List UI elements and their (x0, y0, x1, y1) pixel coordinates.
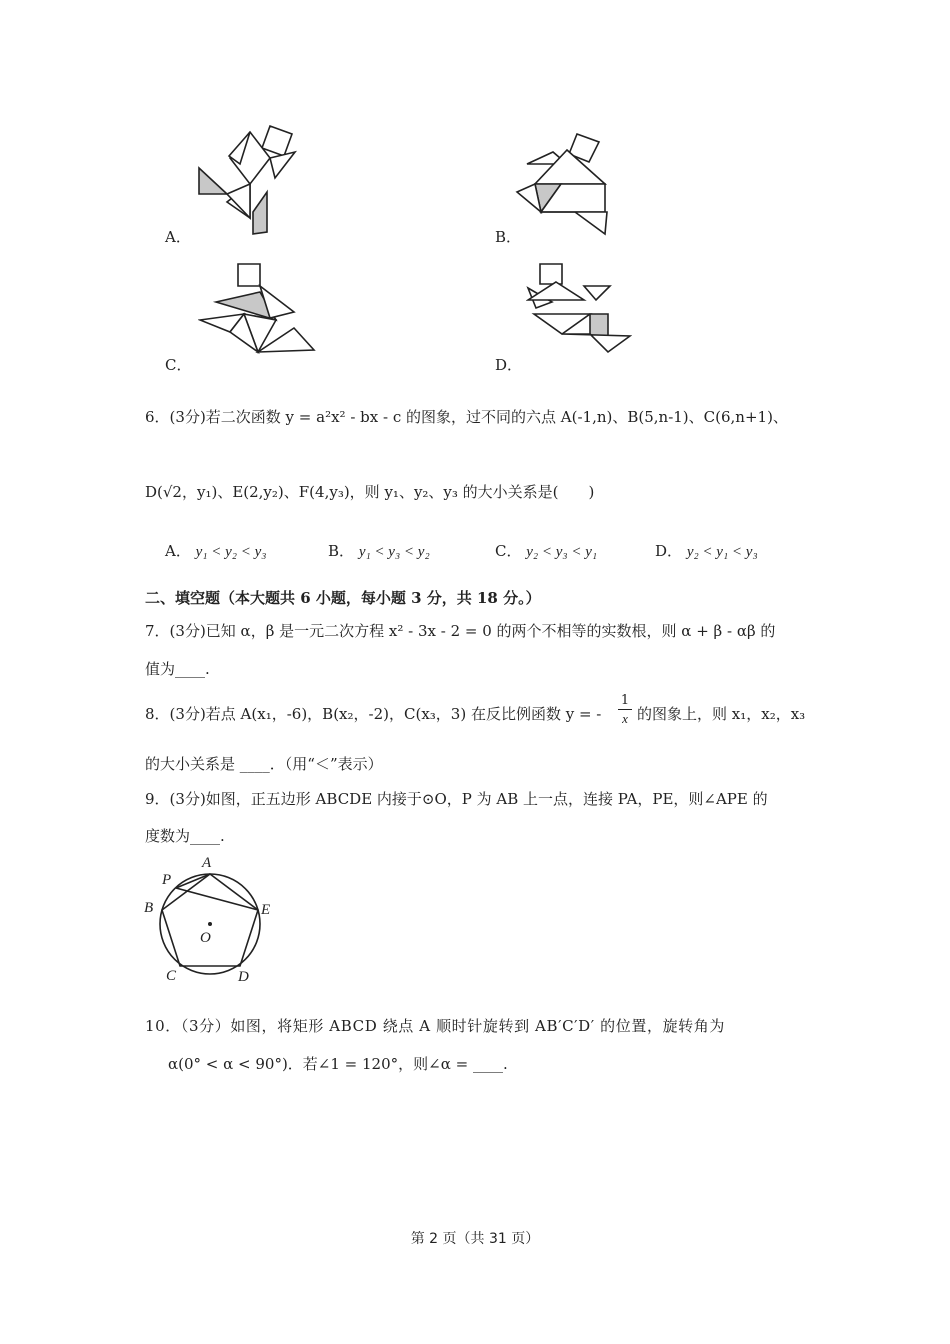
q6-option-a-label: A． (165, 542, 191, 560)
q6-option-b[interactable] (328, 542, 430, 561)
q8-line1-start: 8．(3分)若点 A(x₁，-6)，B(x₂，-2)，C(x₃，3) 在反比例函数 y = - (145, 705, 602, 723)
q10-line1: 10．（3分）如图，将矩形 ABCD 绕点 A 顺时针旋转到 AB′C′D′ 的位置，旋转角为 (145, 1017, 725, 1035)
q9-label-o: O (200, 930, 211, 946)
tangram-figure-a (195, 122, 305, 240)
q6-option-a-text: y₁ < y₂ < y₃ (195, 544, 267, 560)
q9-line2: 度数为____. (145, 827, 225, 845)
q8-fraction-numerator: 1 (620, 693, 630, 708)
tangram-figure-d (526, 262, 632, 356)
q7-line1: 7．(3分)已知 α，β 是一元二次方程 x² - 3x - 2 = 0 的两个不相等的实数根，则 α + β - αβ 的 (145, 622, 776, 640)
q7-line2: 值为____. (145, 660, 210, 678)
q6-option-d[interactable] (655, 542, 758, 561)
q8-fraction-denominator: x (622, 711, 628, 726)
q6-option-c[interactable] (495, 542, 597, 561)
q8-line1-end: 的图象上，则 x₁，x₂，x₃ (637, 705, 806, 723)
q6-option-b-text: y₁ < y₃ < y₂ (358, 544, 430, 560)
q8-fraction-bar (618, 709, 632, 710)
q9-line1: 9．(3分)如图，正五边形 ABCDE 内接于⊙O，P 为 AB 上一点，连接 PA，PE，则∠APE 的 (145, 790, 768, 808)
q9-pentagon-figure (140, 852, 280, 984)
option-a-label[interactable]: A． (165, 228, 191, 246)
q8-line2: 的大小关系是 ____．（用“＜”表示） (145, 755, 383, 773)
q8-line1 (145, 705, 601, 723)
q9-label-b: B (144, 900, 154, 916)
option-b-label[interactable]: B． (495, 228, 522, 246)
q6-line2: D(√2，y₁)、E(2,y₂)、F(4,y₃)，则 y₁、y₂、y₃ 的大小关系是( ) (145, 483, 595, 501)
q8-fraction (618, 694, 632, 725)
q6-option-a[interactable] (165, 542, 267, 561)
page-footer: 第 2 页（共 31 页） (410, 1231, 540, 1247)
option-c-label[interactable]: C． (165, 356, 192, 374)
q6-option-b-label: B． (328, 542, 355, 560)
q10-line2: α(0° < α < 90°)．若∠1 = 120°，则∠α = ____. (168, 1055, 508, 1073)
q6-option-c-label: C． (495, 542, 522, 560)
q9-label-p: P (162, 872, 172, 888)
q9-center-dot (208, 922, 212, 926)
q6-option-d-label: D． (655, 542, 683, 560)
q6-option-c-text: y₂ < y₃ < y₁ (526, 544, 598, 560)
tangram-figure-c (198, 262, 320, 356)
section2-title: 二、填空题（本大题共 6 小题，每小题 3 分，共 18 分。） (145, 589, 541, 607)
q9-label-a: A (202, 855, 212, 871)
tangram-figure-b (515, 130, 615, 240)
option-d-label[interactable]: D． (495, 356, 523, 374)
q9-label-e: E (261, 902, 271, 918)
q9-line-pe (176, 888, 258, 910)
q9-label-c: C (166, 968, 177, 984)
q6-option-d-text: y₂ < y₁ < y₃ (686, 544, 758, 560)
q6-line1: 6．(3分)若二次函数 y = a²x² - bx - c 的图象，过不同的六点 A(-1,n)、B(5,n-1)、C(6,n+1)、 (145, 408, 788, 426)
q9-label-d: D (238, 969, 249, 984)
